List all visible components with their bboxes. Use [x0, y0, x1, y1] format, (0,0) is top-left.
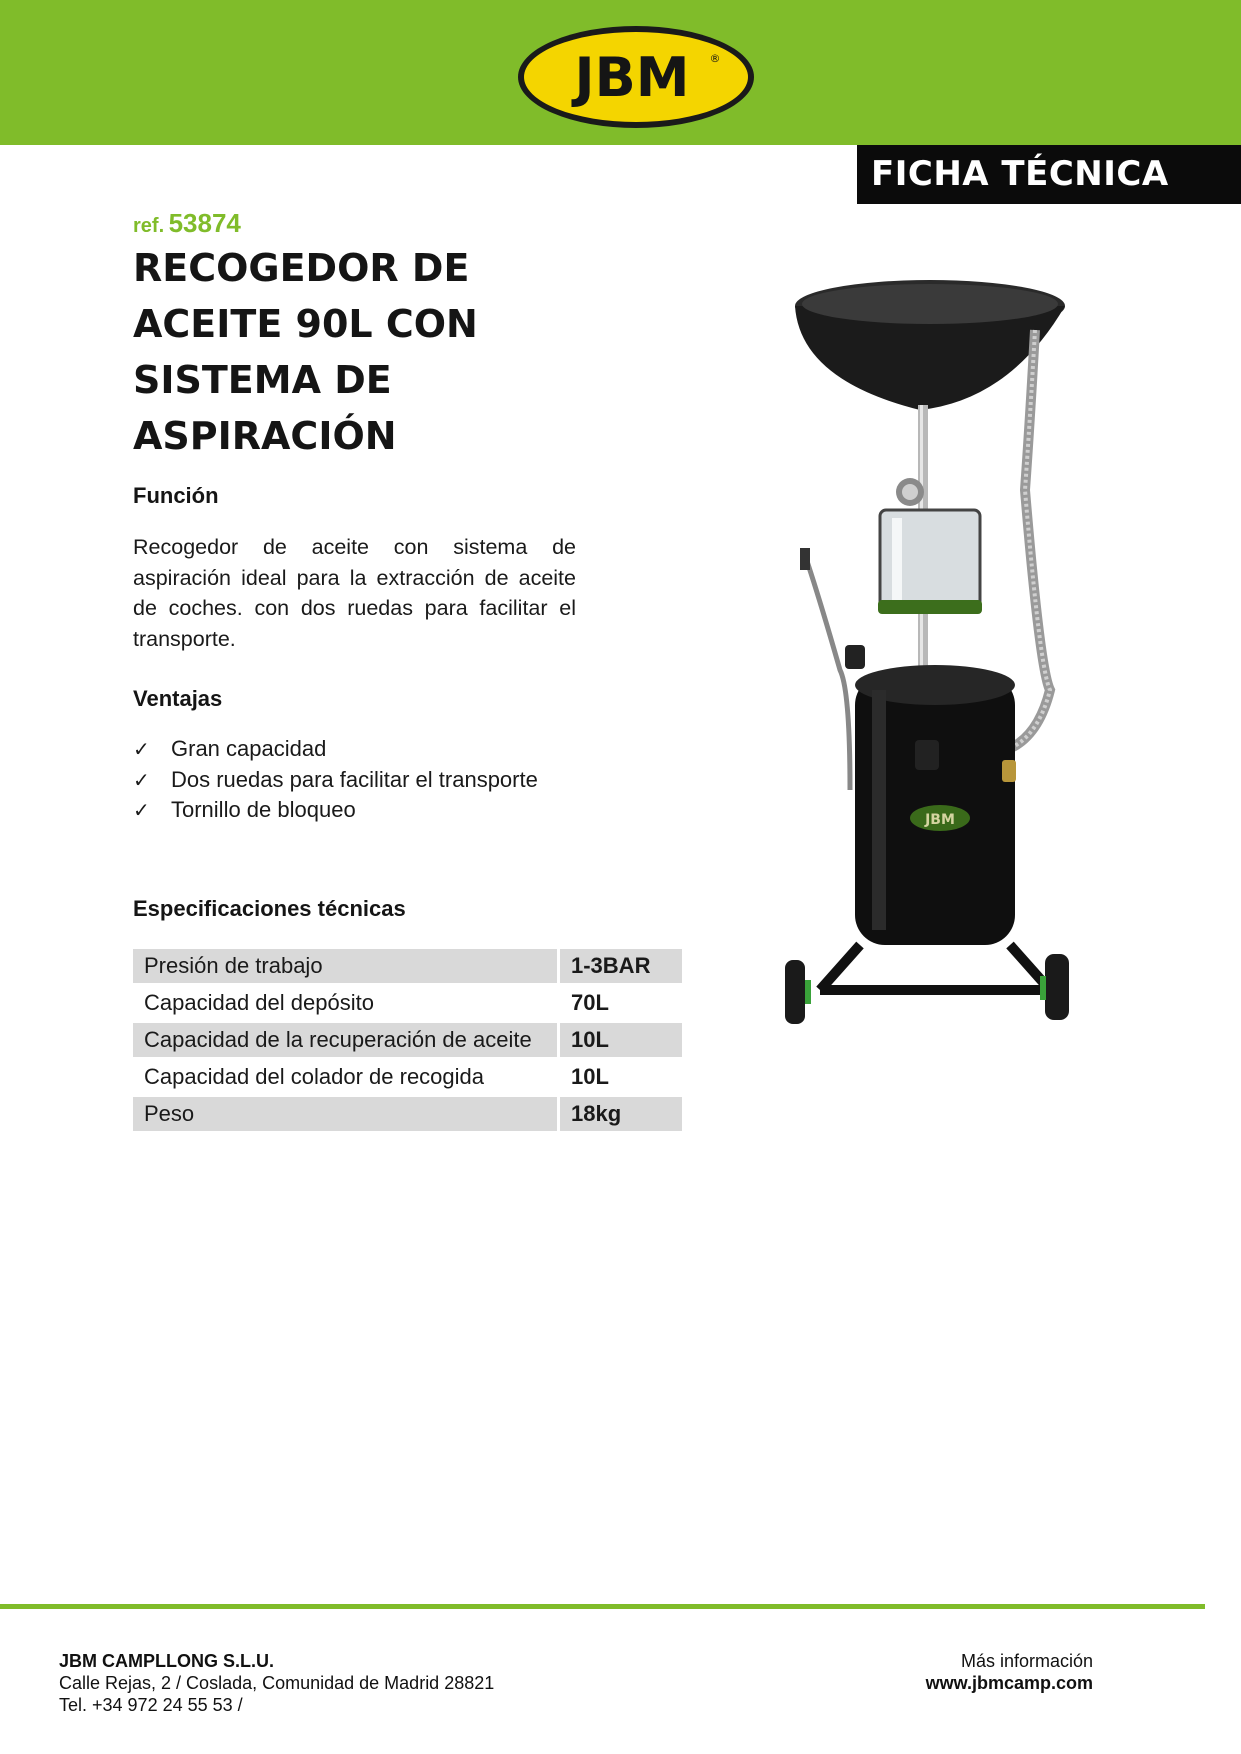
logo-registered-mark: ® [709, 52, 721, 65]
ref-label: ref. [133, 215, 165, 237]
spec-value: 70L [571, 990, 609, 1015]
sheet-label: FICHA TÉCNICA [857, 145, 1241, 204]
spec-value: 10L [560, 1023, 682, 1057]
oil-collector-image [780, 270, 1110, 1030]
more-info-label: Más información [960, 1651, 1093, 1671]
advantage-text: Dos ruedas para facilitar el transporte [171, 766, 538, 792]
specs-heading: Especificaciones técnicas [133, 896, 406, 921]
spec-label: Capacidad de la recuperación de aceite [133, 1023, 560, 1057]
jbm-logo [516, 24, 756, 130]
function-heading: Función [133, 483, 219, 508]
company-address: Calle Rejas, 2 / Coslada, Comunidad de Madrid 28821 [59, 1673, 495, 1693]
spec-label: Peso [133, 1097, 560, 1131]
company-name: JBM CAMPLLONG S.L.U. [59, 1651, 274, 1671]
spec-value: 18kg [560, 1097, 682, 1131]
specs-table [133, 946, 682, 1134]
ref-number: 53874 [168, 208, 241, 238]
table-row [133, 949, 682, 983]
function-description: Recogedor de aceite con sistema de aspiración ideal para la extracción de aceite de coches. con dos ruedas para facilitar el transporte. [133, 535, 576, 651]
checkmark-icon: ✓ [133, 798, 150, 822]
spec-label: Capacidad del colador de recogida [133, 1060, 560, 1094]
table-row [133, 1097, 682, 1131]
advantages-list [133, 734, 538, 826]
website-link[interactable]: www.jbmcamp.com [925, 1673, 1093, 1693]
spec-value: 1-3BAR [560, 949, 682, 983]
checkmark-icon: ✓ [133, 737, 150, 761]
table-row [133, 986, 682, 1020]
checkmark-icon: ✓ [133, 767, 150, 792]
list-item [133, 795, 538, 826]
spec-label: Presión de trabajo [133, 949, 560, 983]
company-phone: Tel. +34 972 24 55 53 / [59, 1695, 243, 1715]
advantage-text: Tornillo de bloqueo [171, 797, 356, 822]
list-item [133, 765, 538, 796]
list-item [133, 734, 538, 765]
advantages-heading: Ventajas [133, 686, 223, 711]
footer-company-info [59, 1650, 494, 1716]
tank-badge-text: JBM [925, 812, 955, 828]
table-row [133, 1060, 682, 1094]
header-banner [0, 0, 1241, 145]
footer-divider [0, 1604, 1205, 1609]
spec-label: Capacidad del depósito [133, 986, 560, 1020]
product-reference [133, 208, 241, 239]
spec-value: 10L [571, 1064, 609, 1089]
product-title: RECOGEDOR DE ACEITE 90L CON SISTEMA DE ASPIRACIÓN [133, 246, 478, 458]
table-row [133, 1023, 682, 1057]
footer-more-info [926, 1650, 1093, 1694]
advantage-text: Gran capacidad [171, 736, 327, 761]
logo-text: JBM [574, 46, 690, 109]
